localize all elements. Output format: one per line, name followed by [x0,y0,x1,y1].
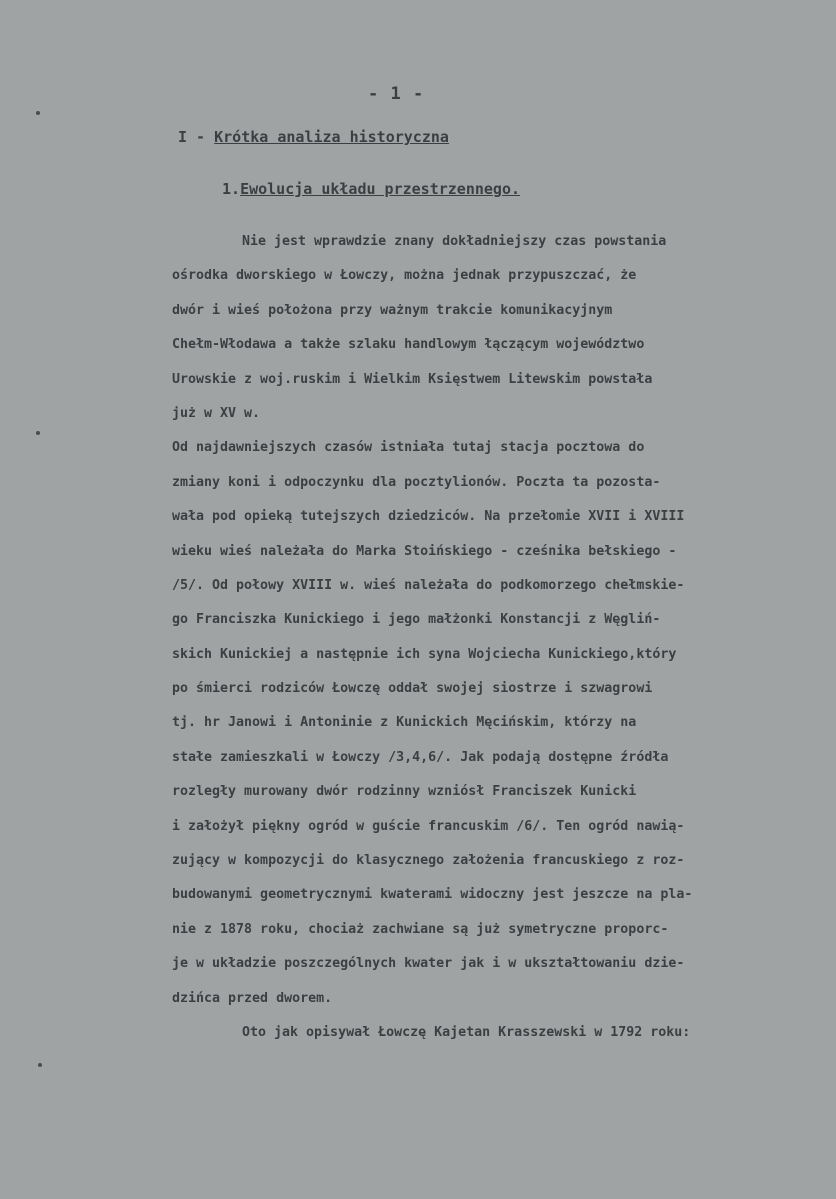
text-line: zmiany koni i odpoczynku dla pocztylionów. Poczta ta pozosta- [172,474,661,490]
text-line: je w układzie poszczególnych kwater jak i w ukształtowaniu dzie- [172,956,685,972]
text-line: /5/. Od połowy XVIII w. wieś należała do podkomorzego chełmskie- [172,577,685,593]
text-line: zujący w kompozycji do klasycznego założenia francuskiego z roz- [172,853,685,869]
text-line: go Franciszka Kunickiego i jego małżonki Konstancji z Węgliń- [172,612,661,628]
text-line: ośrodka dworskiego w Łowczy, można jednak przypuszczać, że [172,268,637,284]
page-number: - 1 - [368,84,425,104]
text-line: Urowskie z woj.ruskim i Wielkim Księstwem Litewskim powstała [172,371,653,387]
chapter-title: Krótka analiza historyczna [214,128,449,146]
text-line: Chełm-Włodawa a także szlaku handlowym łączącym województwo [172,337,645,353]
chapter-numeral: I - [178,128,215,146]
text-line: Nie jest wprawdzie znany dokładniejszy czas powstania [242,234,667,249]
text-line: skich Kunickiej a następnie ich syna Wojciecha Kunickiego,który [172,646,677,662]
chapter-heading [178,128,449,146]
text-line: stałe zamieszkali w Łowczy /3,4,6/. Jak podają dostępne źródła [172,749,669,765]
text-line: wała pod opieką tutejszych dziedziców. Na przełomie XVII i XVIII [172,509,685,525]
text-line: już w XV w. [172,405,261,421]
margin-mark [38,1063,42,1067]
section-heading [222,180,520,198]
text-line: i założył piękny ogród w guście francuskim /6/. Ten ogród nawią- [172,818,685,834]
section-title: Ewolucja układu przestrzennego. [240,180,521,198]
text-line: nie z 1878 roku, chociaż zachwiane są już symetryczne proporc- [172,921,669,937]
text-line: budowanymi geometrycznymi kwaterami widoczny jest jeszcze na pla- [172,887,693,903]
text-line: dzińca przed dworem. [172,990,333,1006]
text-line: wieku wieś należała do Marka Stoińskiego - cześnika bełskiego - [172,543,677,559]
margin-mark [36,111,40,115]
text-line: po śmierci rodziców Łowczę oddał swojej siostrze i szwagrowi [172,681,653,697]
text-line: Oto jak opisywał Łowczę Kajetan Krasszewski w 1792 roku: [242,1024,691,1040]
margin-mark [36,431,40,435]
body-text [172,225,822,1050]
text-line: Od najdawniejszych czasów istniała tutaj stacja pocztowa do [172,440,645,456]
section-number: 1. [222,180,241,198]
text-line: dwór i wieś położona przy ważnym trakcie komunikacyjnym [172,302,613,318]
text-line: tj. hr Janowi i Antoninie z Kunickich Męcińskim, którzy na [172,715,637,731]
text-line: rozległy murowany dwór rodzinny wzniósł Franciszek Kunicki [172,784,637,800]
